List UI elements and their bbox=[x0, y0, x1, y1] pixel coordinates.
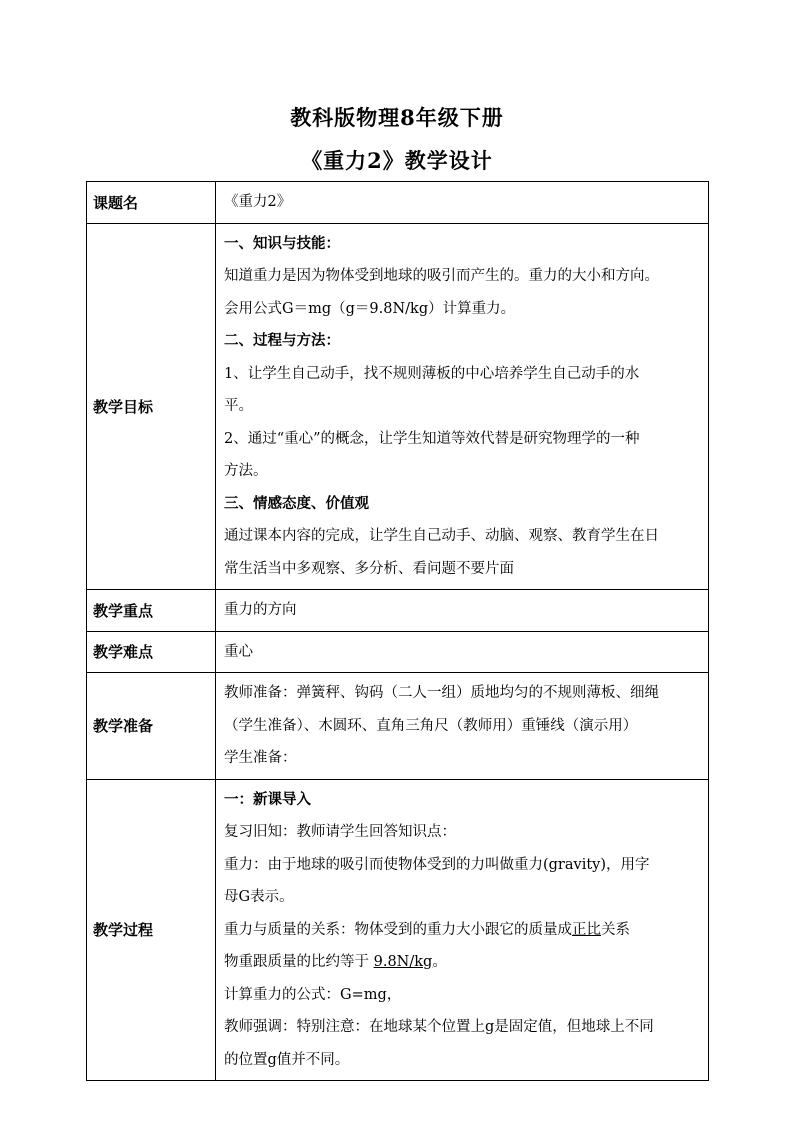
prep-text: 学生准备： bbox=[224, 750, 297, 766]
process-heading-intro: 一：新课导入 bbox=[224, 790, 311, 808]
table-row-process bbox=[87, 779, 709, 1081]
document-title: 教科版物理8年级下册 bbox=[290, 105, 504, 130]
table-row-topic bbox=[87, 182, 709, 224]
table-row-key-point bbox=[87, 590, 709, 632]
goals-text: 常生活当中多观察、多分析、看问题不要片面 bbox=[224, 560, 514, 577]
process-text-proportion-post: 关系 bbox=[601, 921, 630, 938]
row-label-topic: 课题名 bbox=[87, 182, 216, 224]
table-row-goals bbox=[87, 223, 709, 590]
prep-text: （学生准备）、木圆环、直角三角尺（教师用）重锤线（演示用） bbox=[224, 717, 638, 734]
row-label-key-point: 教学重点 bbox=[87, 590, 216, 632]
process-text: 的位置g值并不同。 bbox=[224, 1051, 350, 1068]
process-text-formula: 计算重力的公式：G=mg， bbox=[224, 986, 402, 1003]
process-text-ratio-post: 。 bbox=[432, 954, 447, 970]
row-value-goals bbox=[216, 223, 709, 590]
process-text: 教师强调：特别注意：在地球某个位置上g是固定值，但地球上不同 bbox=[224, 1019, 654, 1035]
goals-text: 平。 bbox=[224, 398, 253, 414]
row-label-difficulty: 教学难点 bbox=[87, 631, 216, 673]
underlined-answer-ratio: 9.8N/kg bbox=[373, 954, 433, 970]
row-value-key-point: 重力的方向 bbox=[216, 590, 709, 632]
table-row-difficulty bbox=[87, 631, 709, 673]
goals-heading-attitude: 三、情感态度、价值观 bbox=[224, 494, 369, 512]
row-value-topic: 《重力2》 bbox=[216, 182, 709, 224]
process-text-proportion bbox=[224, 914, 698, 947]
row-label-preparation: 教学准备 bbox=[87, 673, 216, 780]
row-label-goals: 教学目标 bbox=[87, 223, 216, 590]
process-text-proportion-pre: 重力与质量的关系：物体受到的重力大小跟它的质量成 bbox=[224, 921, 572, 938]
process-text: 复习旧知：教师请学生回答知识点： bbox=[224, 824, 456, 840]
goals-text: 通过课本内容的完成，让学生自己动手、动脑、观察、教育学生在日 bbox=[224, 528, 659, 544]
goals-heading-process: 二、过程与方法： bbox=[224, 332, 340, 349]
row-value-preparation bbox=[216, 673, 709, 780]
row-label-process: 教学过程 bbox=[87, 779, 216, 1081]
lesson-plan-table bbox=[86, 181, 709, 1081]
goals-text: 2、通过“重心”的概念，让学生知道等效代替是研究物理学的一种 bbox=[224, 430, 640, 447]
document-subtitle: 《重力2》教学设计 bbox=[301, 148, 493, 173]
table-row-preparation bbox=[87, 673, 709, 780]
row-value-difficulty: 重心 bbox=[216, 631, 709, 673]
process-text-ratio bbox=[224, 946, 698, 979]
process-text-ratio-pre: 物重跟质量的比约等于 bbox=[224, 954, 374, 970]
goals-text: 会用公式G＝mg（g＝9.8N/kg）计算重力。 bbox=[224, 300, 516, 317]
goals-text: 知道重力是因为物体受到地球的吸引而产生的。重力的大小和方向。 bbox=[224, 268, 659, 284]
goals-text: 方法。 bbox=[224, 463, 268, 479]
goals-text: 1、让学生自己动手，找不规则薄板的中心培养学生自己动手的水 bbox=[224, 365, 640, 382]
goals-heading-knowledge: 一、知识与技能： bbox=[224, 234, 340, 252]
process-text: 母G表示。 bbox=[224, 889, 294, 905]
prep-text: 教师准备：弹簧秤、钩码（二人一组）质地均匀的不规则薄板、细绳 bbox=[224, 685, 659, 701]
process-text: 重力：由于地球的吸引而使物体受到的力叫做重力(gravity)，用字 bbox=[224, 856, 650, 873]
underlined-answer-proportional: 正比 bbox=[572, 921, 601, 938]
row-value-process bbox=[216, 779, 709, 1081]
